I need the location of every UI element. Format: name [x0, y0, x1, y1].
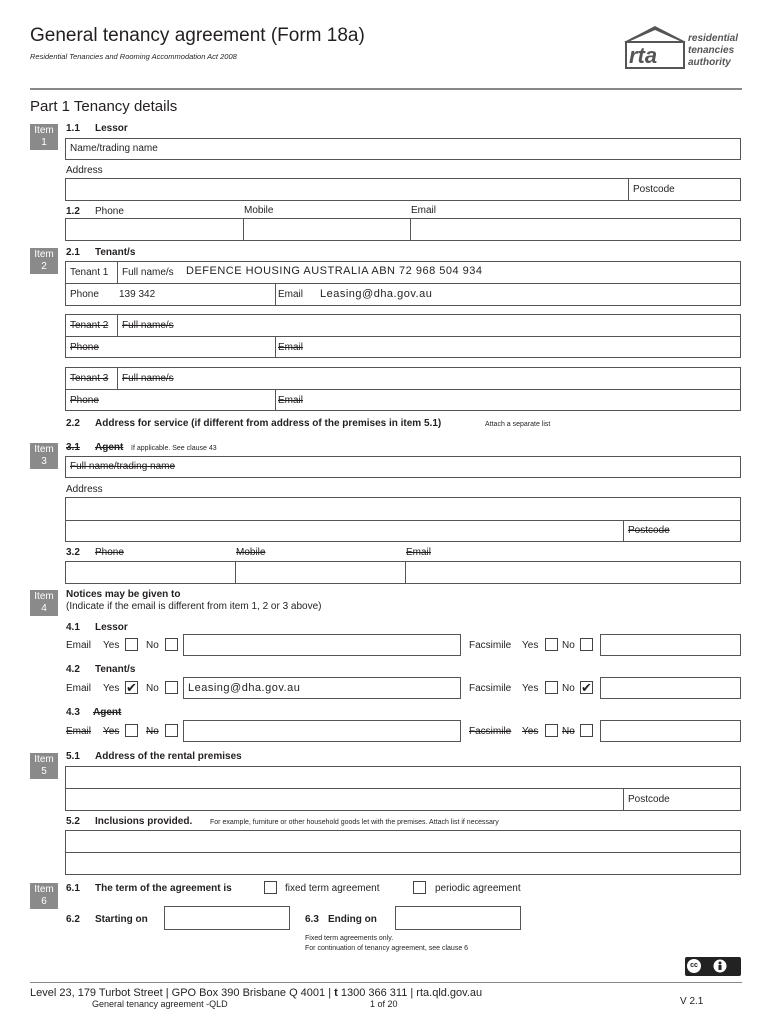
- notice-lessor-label: Lessor: [95, 622, 128, 633]
- cc-license-badge: [685, 957, 741, 976]
- service-note: Attach a separate list: [485, 421, 551, 428]
- periodic-checkbox[interactable]: [413, 881, 426, 894]
- footer-address: Level 23, 179 Turbot Street | GPO Box 390 Brisbane Q 4001 | t 1300 366 311 | rta.qld.gov.au: [30, 987, 483, 999]
- tenant1-name-label: Full name/s: [122, 267, 174, 278]
- lessor-phone-num: 1.2: [66, 206, 80, 217]
- premises-postcode-label: Postcode: [628, 794, 670, 805]
- tenant1-phone-field[interactable]: 139 342: [119, 289, 156, 300]
- notice-tenant-fax-yes-checkbox[interactable]: [545, 681, 558, 694]
- tenant1-email-field[interactable]: Leasing@dha.gov.au: [320, 288, 433, 300]
- item-1-badge: Item 1: [30, 124, 58, 150]
- lessor-address-label: Address: [66, 165, 103, 176]
- inclusions-label: Inclusions provided.: [95, 816, 193, 827]
- premises-num: 5.1: [66, 751, 80, 762]
- tenant2-name-label: Full name/s: [122, 320, 174, 331]
- item-5-badge: Item 5: [30, 753, 58, 779]
- rta-line2: tenancies: [688, 45, 735, 56]
- notice-tenant-email-no-checkbox[interactable]: [165, 681, 178, 694]
- notice-tenant-yes-label: Yes: [103, 683, 120, 694]
- form-number: (Form 18a): [270, 25, 365, 46]
- tenant2-email-divider: [275, 336, 276, 358]
- header-divider: [30, 88, 742, 90]
- tenant3-row-divider: [65, 389, 741, 390]
- notice-agent-email-yes-checkbox[interactable]: [125, 724, 138, 737]
- term-note-2: For continuation of tenancy agreement, see clause 6: [305, 945, 469, 952]
- notice-tenant-no-label: No: [146, 683, 159, 694]
- lessor-mobile-label: Mobile: [244, 205, 274, 216]
- notice-lessor-no-label: No: [146, 640, 159, 651]
- tenant1-email-label: Email: [278, 289, 304, 300]
- page-title: [30, 26, 365, 45]
- agent-phone-label: Phone: [95, 547, 124, 558]
- notice-agent-fax-field[interactable]: [600, 720, 741, 742]
- notice-agent-fax-yes-label: Yes: [522, 726, 539, 737]
- lessor-name-label: Name/trading name: [70, 143, 158, 154]
- item-6-badge: Item 6: [30, 883, 58, 909]
- tenants-heading: Tenant/s: [95, 247, 136, 258]
- tenant3-label: Tenant 3: [70, 373, 109, 384]
- item-3-badge: Item 3: [30, 443, 58, 469]
- notice-agent-email-no-checkbox[interactable]: [165, 724, 178, 737]
- inclusions-divider: [65, 852, 741, 853]
- inclusions-note: For example, furniture or other household goods let with the premises. Attach list if necessary: [210, 819, 499, 826]
- notice-lessor-fax-yes-label: Yes: [522, 640, 539, 651]
- end-label: Ending on: [328, 914, 377, 925]
- premises-label: Address of the rental premises: [95, 751, 242, 762]
- periodic-label: periodic agreement: [435, 883, 521, 894]
- notice-agent-num: 4.3: [66, 707, 80, 718]
- tenant1-label: Tenant 1: [70, 267, 109, 278]
- agent-phone-divider-1: [235, 561, 236, 584]
- notice-tenant-num: 4.2: [66, 664, 80, 675]
- notice-lessor-fax-yes-checkbox[interactable]: [545, 638, 558, 651]
- tenant1-name-field[interactable]: DEFENCE HOUSING AUSTRALIA ABN 72 968 504 934: [186, 265, 483, 277]
- notice-lessor-yes-label: Yes: [103, 640, 120, 651]
- agent-phone-field[interactable]: [65, 561, 741, 584]
- tenant2-email-label: Email: [278, 342, 304, 353]
- lessor-phone-field[interactable]: [65, 218, 741, 241]
- item-4-badge: Item 4: [30, 590, 58, 616]
- notice-agent-email-field[interactable]: [183, 720, 461, 742]
- tenant3-label-divider: [117, 367, 118, 389]
- tenant3-phone-label: Phone: [70, 395, 99, 406]
- notice-tenant-email-yes-checkbox[interactable]: ✔: [126, 680, 137, 695]
- fixed-term-checkbox[interactable]: [264, 881, 277, 894]
- agent-phone-num: 3.2: [66, 547, 80, 558]
- attribution-icon: [713, 959, 727, 973]
- tenant1-row-divider: [65, 283, 741, 284]
- notice-lessor-fax-no-label: No: [562, 640, 575, 651]
- rta-mark: rta: [629, 43, 658, 68]
- notice-tenant-fax-no-label: No: [562, 683, 575, 694]
- term-note-1: Fixed term agreements only.: [305, 935, 394, 942]
- act-subtitle: Residential Tenancies and Rooming Accommodation Act 2008: [30, 52, 237, 61]
- notice-lessor-fax-field[interactable]: [600, 634, 741, 656]
- lessor-phone-divider-2: [410, 218, 411, 241]
- notice-tenant-fax-field[interactable]: [600, 677, 741, 699]
- notice-tenant-fax-label: Facsimile: [469, 683, 512, 694]
- lessor-heading-num: 1.1: [66, 123, 80, 134]
- notices-subheading: (Indicate if the email is different from item 1, 2 or 3 above): [66, 601, 322, 612]
- start-date-field[interactable]: [164, 906, 290, 930]
- agent-heading: Agent: [95, 442, 124, 453]
- notice-lessor-fax-no-checkbox[interactable]: [580, 638, 593, 651]
- premises-postcode-divider: [623, 788, 624, 811]
- lessor-email-label: Email: [411, 205, 437, 216]
- agent-note: If applicable. See clause 43: [131, 445, 217, 452]
- notice-lessor-email-yes-checkbox[interactable]: [125, 638, 138, 651]
- agent-phone-divider-2: [405, 561, 406, 584]
- lessor-phone-divider-1: [243, 218, 244, 241]
- rta-logo: [620, 24, 742, 72]
- start-label: Starting on: [95, 914, 148, 925]
- notice-lessor-email-no-checkbox[interactable]: [165, 638, 178, 651]
- notice-tenant-email-value[interactable]: Leasing@dha.gov.au: [188, 682, 301, 694]
- term-num: 6.1: [66, 883, 80, 894]
- lessor-postcode-label: Postcode: [633, 184, 675, 195]
- rta-line1: residential: [688, 33, 739, 44]
- start-num: 6.2: [66, 914, 80, 925]
- service-num: 2.2: [66, 418, 80, 429]
- tenant2-row-divider: [65, 336, 741, 337]
- notice-agent-no-label: No: [146, 726, 159, 737]
- agent-postcode-divider: [623, 520, 624, 542]
- notice-agent-fax-no-checkbox[interactable]: [580, 724, 593, 737]
- lessor-phone-label: Phone: [95, 206, 124, 217]
- notice-tenant-fax-no-checkbox[interactable]: ✔: [581, 680, 592, 695]
- item-2-badge: Item 2: [30, 248, 58, 274]
- notice-tenant-fax-yes-label: Yes: [522, 683, 539, 694]
- agent-mobile-label: Mobile: [236, 547, 266, 558]
- inclusions-num: 5.2: [66, 816, 80, 827]
- agent-email-label: Email: [406, 547, 432, 558]
- footer-version: V 2.1: [680, 996, 704, 1007]
- footer-page: 1 of 20: [370, 999, 398, 1009]
- footer-doc-name: General tenancy agreement -QLD: [92, 999, 228, 1009]
- tenant2-label: Tenant 2: [70, 320, 109, 331]
- tenant1-email-divider: [275, 283, 276, 306]
- end-date-field[interactable]: [395, 906, 521, 930]
- notice-tenant-label: Tenant/s: [95, 664, 136, 675]
- tenant3-email-label: Email: [278, 395, 304, 406]
- tenants-heading-num: 2.1: [66, 247, 80, 258]
- notice-lessor-num: 4.1: [66, 622, 80, 633]
- title-text: General tenancy agreement: [30, 25, 266, 46]
- lessor-name-field[interactable]: [65, 138, 741, 160]
- notices-heading: Notices may be given to: [66, 589, 181, 600]
- notice-agent-label: Agent: [93, 707, 122, 718]
- agent-heading-num: 3.1: [66, 442, 80, 453]
- notice-agent-yes-label: Yes: [103, 726, 120, 737]
- tenant2-phone-label: Phone: [70, 342, 99, 353]
- service-label: Address for service (if different from address of the premises in item 5.1): [95, 418, 442, 429]
- notice-lessor-email-field[interactable]: [183, 634, 461, 656]
- rta-line3: authority: [688, 57, 731, 68]
- footer-divider: [30, 982, 742, 983]
- tenant1-label-divider: [117, 261, 118, 283]
- end-num: 6.3: [305, 914, 319, 925]
- premises-address-divider: [65, 788, 741, 789]
- notice-agent-fax-no-label: No: [562, 726, 575, 737]
- agent-address-label: Address: [66, 484, 103, 495]
- agent-postcode-label: Postcode: [628, 525, 670, 536]
- notice-agent-fax-label: Facsimile: [469, 726, 512, 737]
- notice-lessor-fax-label: Facsimile: [469, 640, 512, 651]
- tenant1-phone-label: Phone: [70, 289, 99, 300]
- tenant2-label-divider: [117, 314, 118, 336]
- agent-address-divider: [65, 520, 741, 521]
- notice-agent-email-label: Email: [66, 726, 92, 737]
- term-label: The term of the agreement is: [95, 883, 232, 894]
- notice-agent-fax-yes-checkbox[interactable]: [545, 724, 558, 737]
- notice-lessor-email-label: Email: [66, 640, 92, 651]
- fixed-term-label: fixed term agreement: [285, 883, 380, 894]
- cc-icon: cc: [687, 959, 701, 973]
- part1-title: Part 1 Tenancy details: [30, 98, 178, 115]
- lessor-heading: Lessor: [95, 123, 128, 134]
- lessor-postcode-divider: [628, 178, 629, 201]
- notice-tenant-email-label: Email: [66, 683, 92, 694]
- agent-name-label: Full name/trading name: [70, 461, 176, 472]
- tenant3-name-label: Full name/s: [122, 373, 174, 384]
- tenant3-email-divider: [275, 389, 276, 411]
